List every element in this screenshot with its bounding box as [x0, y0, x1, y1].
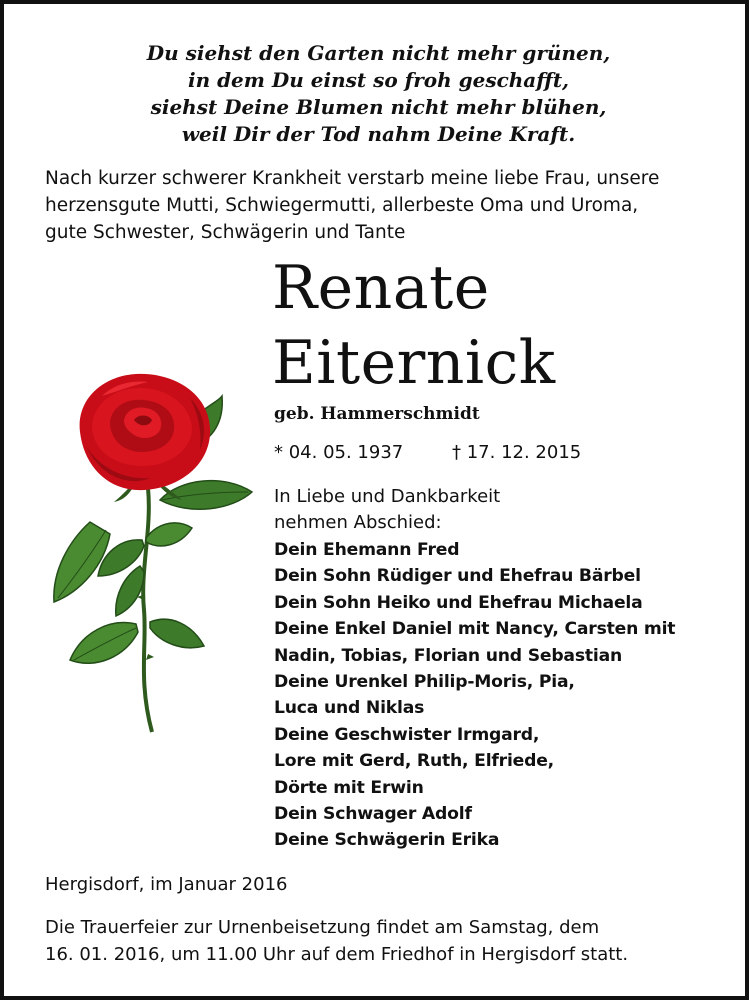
poem-line: weil Dir der Tod nahm Deine Kraft. — [181, 122, 576, 146]
intro-text — [45, 165, 715, 246]
life-dates — [274, 440, 734, 466]
deceased-last-name: Eiternick — [272, 328, 556, 398]
mourner-line: Luca und Niklas — [274, 698, 425, 719]
mourner-line: Deine Geschwister Irmgard, — [274, 724, 540, 745]
poem-line: siehst Deine Blumen nicht mehr blühen, — [150, 95, 607, 119]
mourner-line: Dein Ehemann Fred — [274, 540, 460, 560]
mourner-line: Deine Schwägerin Erika — [274, 830, 500, 851]
mourner-line: Dein Sohn Heiko und Ehefrau Michaela — [274, 592, 643, 613]
farewell-line: In Liebe und Dankbarkeit — [274, 486, 501, 507]
intro-line: gute Schwester, Schwägerin und Tante — [45, 222, 406, 243]
funeral-line: 16. 01. 2016, um 11.00 Uhr auf dem Friedhof in Hergisdorf statt. — [45, 944, 629, 965]
mourner-line: Dein Sohn Rüdiger und Ehefrau Bärbel — [274, 566, 641, 587]
poem-line: Du siehst den Garten nicht mehr grünen, — [146, 41, 611, 65]
intro-line: herzensgute Mutti, Schwiegermutti, allerbeste Oma und Uroma, — [45, 195, 639, 216]
poem-verse — [4, 40, 749, 148]
intro-line: Nach kurzer schwerer Krankheit verstarb meine liebe Frau, unsere — [45, 168, 660, 189]
rose-icon — [40, 370, 260, 740]
farewell-line: nehmen Abschied: — [274, 512, 442, 533]
mourners-list — [274, 537, 744, 854]
mourner-line: Dein Schwager Adolf — [274, 804, 472, 825]
mourner-line: Dörte mit Erwin — [274, 777, 424, 798]
mourner-line: Nadin, Tobias, Florian und Sebastian — [274, 645, 623, 666]
farewell-text — [274, 484, 500, 536]
place-date: Hergisdorf, im Januar 2016 — [45, 874, 288, 895]
birth-name: geb. Hammerschmidt — [274, 404, 480, 424]
mourner-line: Lore mit Gerd, Ruth, Elfriede, — [274, 751, 554, 772]
birth-date: * 04. 05. 1937 — [274, 442, 404, 463]
funeral-line: Die Trauerfeier zur Urnenbeisetzung findet am Samstag, dem — [45, 917, 600, 938]
poem-line: in dem Du einst so froh geschafft, — [187, 68, 570, 92]
mourner-line: Deine Urenkel Philip-Moris, Pia, — [274, 672, 575, 693]
funeral-info — [45, 914, 725, 968]
mourner-line: Deine Enkel Daniel mit Nancy, Carsten mit — [274, 619, 676, 640]
deceased-first-name: Renate — [272, 253, 490, 323]
death-date: † 17. 12. 2015 — [452, 442, 582, 463]
